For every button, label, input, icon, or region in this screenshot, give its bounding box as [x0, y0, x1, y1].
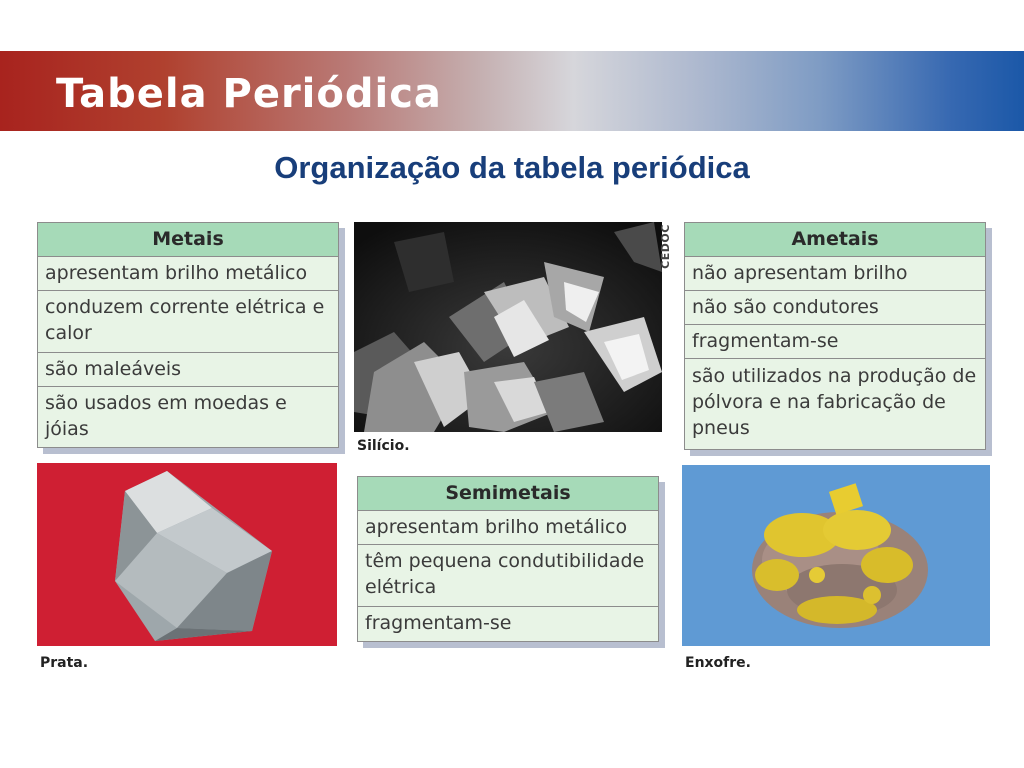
ametais-table [684, 222, 986, 450]
silicio-caption: Silício. [357, 438, 410, 454]
ametais-row: fragmentam-se [685, 325, 985, 359]
metais-header: Metais [38, 223, 338, 257]
metais-row: são usados em moedas e jóias [45, 392, 287, 440]
semimetais-header: Semimetais [358, 477, 658, 511]
semimetais-row: apresentam brilho metálico [358, 511, 658, 545]
silicio-photo [354, 222, 662, 432]
metais-row: apresentam brilho metálico [38, 257, 338, 291]
prata-photo [37, 463, 337, 646]
semimetais-row: têm pequena condutibilidade elétrica [358, 545, 658, 607]
ametais-row: não são condutores [685, 291, 985, 325]
ametais-row: são utilizados na produção de pólvora e na fabricação de pneus [692, 365, 977, 439]
ametais-row: não apresentam brilho [685, 257, 985, 291]
header-banner [0, 51, 1024, 131]
photo-credit: CEDOC [658, 224, 672, 269]
semimetais-row: fragmentam-se [365, 612, 512, 634]
metais-row: conduzem corrente elétrica e calor [38, 291, 338, 353]
metais-table [37, 222, 339, 448]
slide-title: Tabela Periódica [56, 71, 442, 117]
enxofre-photo [682, 465, 990, 646]
ametais-header: Ametais [685, 223, 985, 257]
semimetais-table [357, 476, 659, 642]
slide-subtitle: Organização da tabela periódica [274, 150, 750, 185]
enxofre-caption: Enxofre. [685, 655, 751, 671]
metais-row: são maleáveis [38, 353, 338, 387]
prata-caption: Prata. [40, 655, 89, 671]
